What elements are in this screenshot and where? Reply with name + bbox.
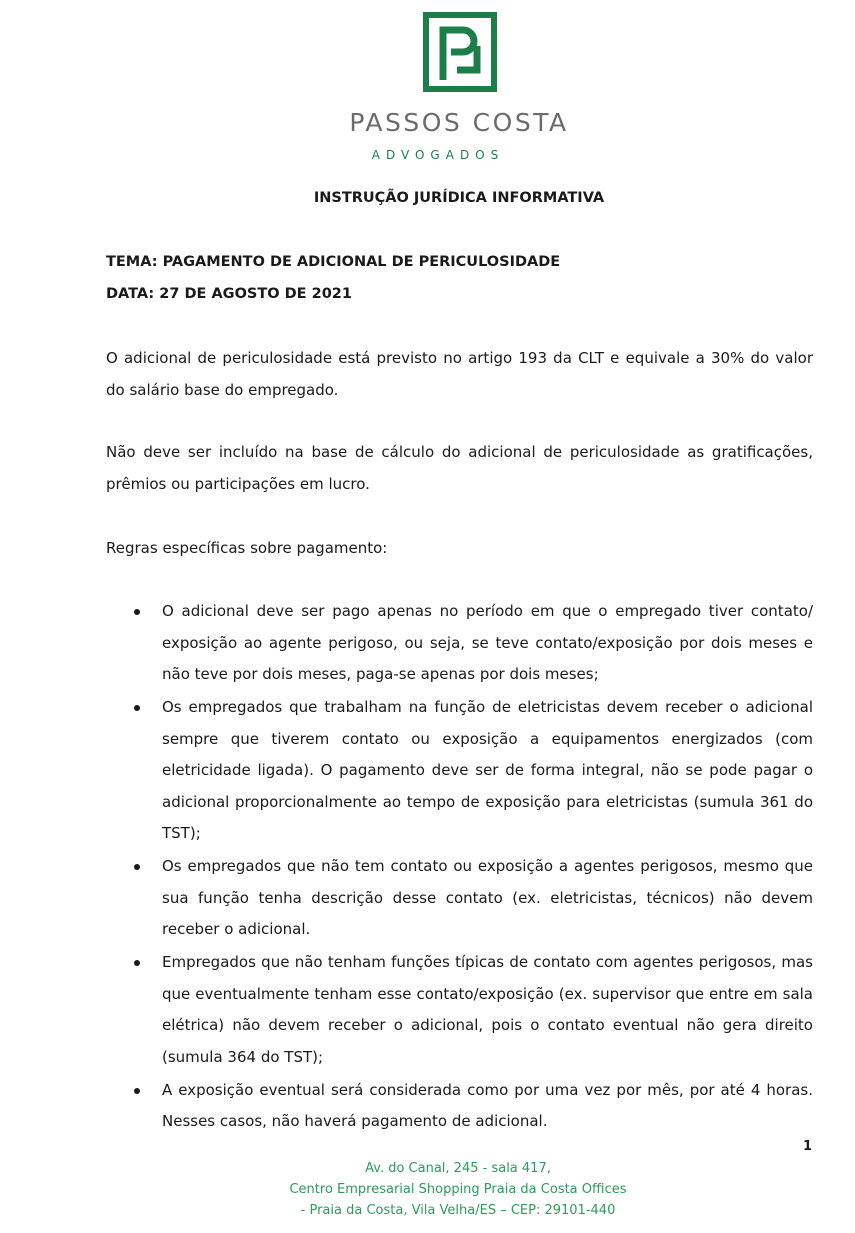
- brand-name: PASSOS COSTA: [349, 108, 569, 137]
- passos-costa-logo-icon: [423, 12, 497, 92]
- paragraph-exclusions: Não deve ser incluído na base de cálculo do adicional de periculosidade as gratificações, prêmios ou participações em lucro.: [106, 443, 813, 493]
- list-item: [106, 692, 813, 850]
- footer-line-street: Av. do Canal, 245 - sala 417,: [365, 1161, 551, 1176]
- document-title: INSTRUÇÃO JURÍDICA INFORMATIVA: [313, 190, 605, 206]
- list-item: [106, 947, 813, 1073]
- bullet-icon: [134, 609, 140, 615]
- list-item-text: Os empregados que trabalham na função de eletricistas devem receber o adicional sempre que tiverem contato ou exposição a equipamentos energizados (com eletricidade ligada). O pagamento deve ser de forma integral, não se pode pagar o adicional proporcionalmente ao tempo de exposição para eletricistas (sumula 361 do TST);: [162, 698, 813, 842]
- bullet-icon: [134, 705, 140, 711]
- list-item: [106, 1075, 813, 1138]
- bullet-icon: [134, 1088, 140, 1094]
- bullet-icon: [134, 960, 140, 966]
- brand-subtitle: ADVOGADOS: [371, 148, 505, 162]
- list-item-text: Os empregados que não tem contato ou exposição a agentes perigosos, mesmo que sua função tenha descrição desse contato (ex. eletricistas, técnicos) não devem receber o adicional.: [162, 857, 813, 938]
- paragraph-rules-heading: Regras específicas sobre pagamento:: [106, 539, 388, 557]
- footer-line-city: - Praia da Costa, Vila Velha/ES – CEP: 29101-440: [300, 1203, 616, 1218]
- paragraph-intro: O adicional de periculosidade está previsto no artigo 193 da CLT e equivale a 30% do valor do salário base do empregado.: [106, 349, 813, 399]
- footer-address: [0, 1158, 855, 1221]
- list-item: [106, 596, 813, 691]
- list-item-text: A exposição eventual será considerada como por uma vez por mês, por até 4 horas. Nesses casos, não haverá pagamento de adicional.: [162, 1080, 813, 1130]
- footer-line-building: Centro Empresarial Shopping Praia da Costa Offices: [289, 1182, 627, 1197]
- document-date: DATA: 27 DE AGOSTO DE 2021: [106, 286, 352, 302]
- list-item: [106, 851, 813, 946]
- bullet-icon: [134, 864, 140, 870]
- document-topic: TEMA: PAGAMENTO DE ADICIONAL DE PERICULOSIDADE: [106, 254, 561, 270]
- list-item-text: O adicional deve ser pago apenas no período em que o empregado tiver contato/ exposição ao agente perigoso, ou seja, se teve contato/exposição por dois meses e não teve por dois meses, paga-se apenas por dois meses;: [162, 602, 813, 683]
- list-item-text: Empregados que não tenham funções típicas de contato com agentes perigosos, mas que eventualmente tenham esse contato/exposição (ex. supervisor que entre em sala elétrica) não devem receber o adicional, pois o contato eventual não gera direito (sumula 364 do TST);: [162, 953, 813, 1066]
- page-number: 1: [803, 1139, 813, 1154]
- rules-list: [106, 596, 813, 1139]
